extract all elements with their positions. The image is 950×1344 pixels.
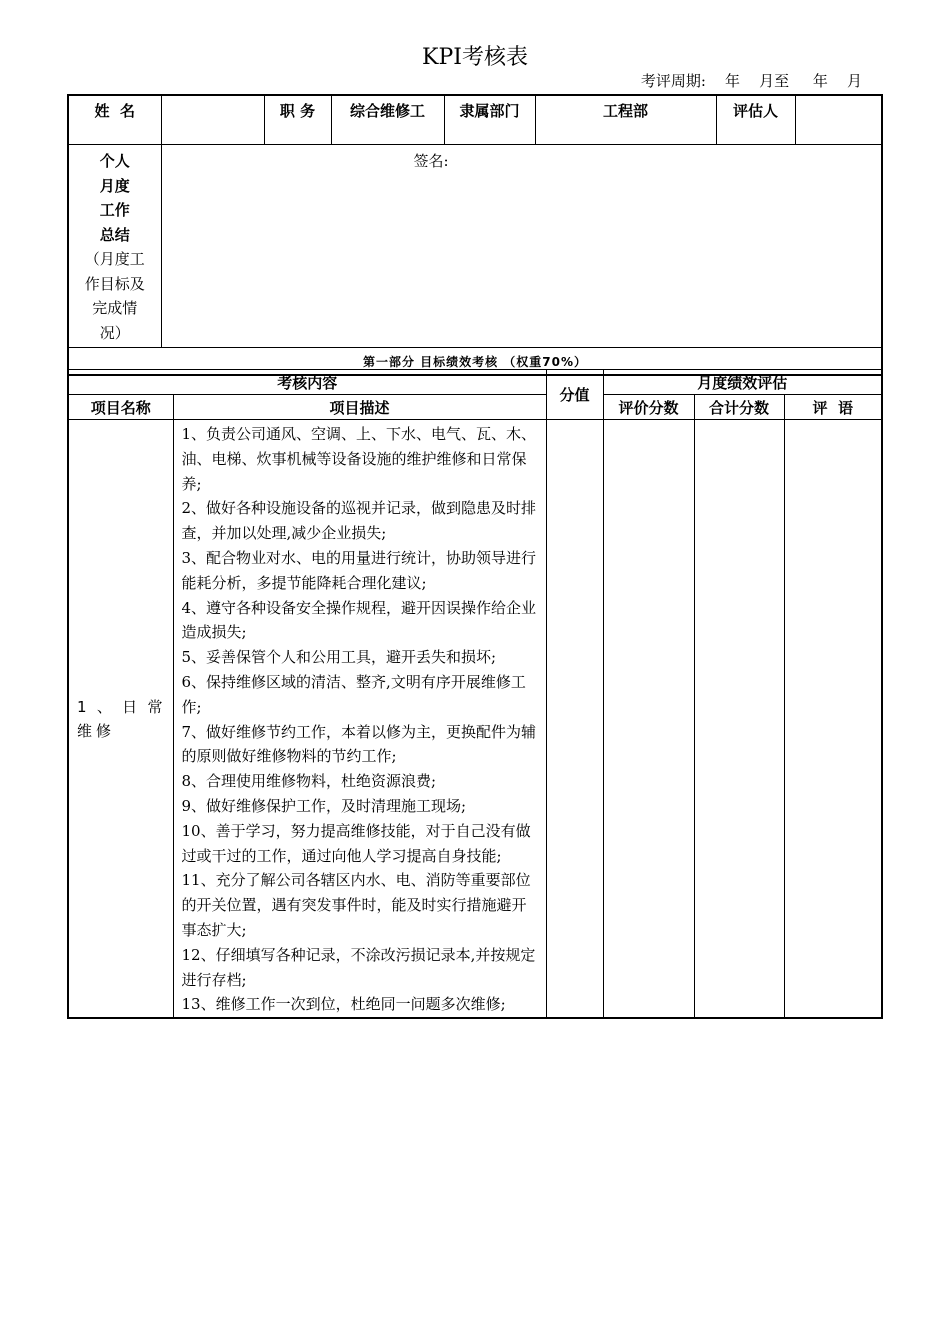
score-field[interactable] [546,420,603,1019]
col-item-name: 项目名称 [68,395,173,420]
col-score: 分值 [546,370,603,420]
desc-line: 5、妥善保管个人和公用工具，避开丢失和损坏; [181,648,497,667]
col-monthly: 月度绩效评估 [603,370,882,395]
desc-line: 9、做好维修保护工作，及时清理施工现场; [181,796,467,815]
desc-line: 11、充分了解公司各辖区内水、电、消防等重要部位的开关位置，遇有突发事件时，能及时实行措施避开事态扩大; [181,871,531,939]
table-row [68,420,882,1019]
item-desc [173,420,546,1019]
desc-line: 3、配合物业对水、电的用量进行统计，协助领导进行能耗分析，多提节能降耗合理化建议; [181,548,537,592]
col-content: 考核内容 [68,370,546,395]
position-label: 职 务 [264,95,331,145]
header-row [68,95,882,145]
desc-line: 6、保持维修区域的清洁、整齐,文明有序开展维修工作; [181,672,526,716]
summary-content-area[interactable] [161,145,882,348]
desc-line: 12、仔细填写各种记录，不涂改污损记录本,并按规定进行存档; [181,945,536,989]
col-item-desc: 项目描述 [173,395,546,420]
summary-note-line: 况） [99,323,130,342]
desc-line: 10、善于学习，努力提高维修技能，对于自己没有做过或干过的工作，通过向他人学习提高自身技能; [181,821,531,865]
header-table [67,94,883,376]
kpi-header-row-2 [68,395,882,420]
eval-score-field[interactable] [603,420,694,1019]
desc-line: 8、合理使用维修物料，杜绝资源浪费; [181,772,437,791]
signature-label: 签名: [413,152,449,170]
dept-label: 隶属部门 [444,95,535,145]
comment-field[interactable] [784,420,882,1019]
col-eval-score: 评价分数 [603,395,694,420]
page-title: KPI考核表 [422,45,528,70]
summary-note-line: （月度工 [84,250,145,268]
summary-label-line: 个人 [99,152,130,170]
name-label: 姓 名 [68,95,161,145]
summary-note-line: 完成情 [92,299,138,317]
summary-row [68,145,882,348]
desc-line: 7、做好维修节约工作，本着以修为主，更换配件为辅的原则做好维修物料的节约工作; [181,722,537,766]
desc-line: 13、维修工作一次到位，杜绝同一问题多次维修; [181,995,506,1014]
evaluator-field[interactable] [795,95,882,145]
name-field[interactable] [161,95,264,145]
summary-label-line: 总结 [99,225,130,244]
item-name: 1、日常维修 [68,420,173,1019]
desc-line: 2、做好各种设施设备的巡视并记录，做到隐患及时排查，并加以处理,减少企业损失; [181,499,537,543]
evaluator-label: 评估人 [716,95,795,145]
col-total-score: 合计分数 [694,395,784,420]
part1-title: 第一部分 目标绩效考核 （权重70%） [68,348,882,376]
desc-line: 1、负责公司通风、空调、上、下水、电气、瓦、木、油、电梯、炊事机械等设备设施的维护维修和日常保养; [181,425,537,493]
summary-label-line: 月度 [99,176,130,195]
summary-label [68,145,161,348]
review-period: 考评周期: 年 月至 年 月 [640,72,862,90]
summary-note-line: 作目标及 [84,274,145,293]
dept-value: 工程部 [535,95,716,145]
kpi-table [67,369,883,1019]
total-score-field[interactable] [694,420,784,1019]
summary-label-line: 工作 [99,201,130,219]
kpi-header-row-1 [68,370,882,395]
position-value: 综合维修工 [331,95,444,145]
col-comment: 评 语 [784,395,882,420]
desc-line: 4、遵守各种设备安全操作规程，避开因误操作给企业造成损失; [181,598,537,642]
